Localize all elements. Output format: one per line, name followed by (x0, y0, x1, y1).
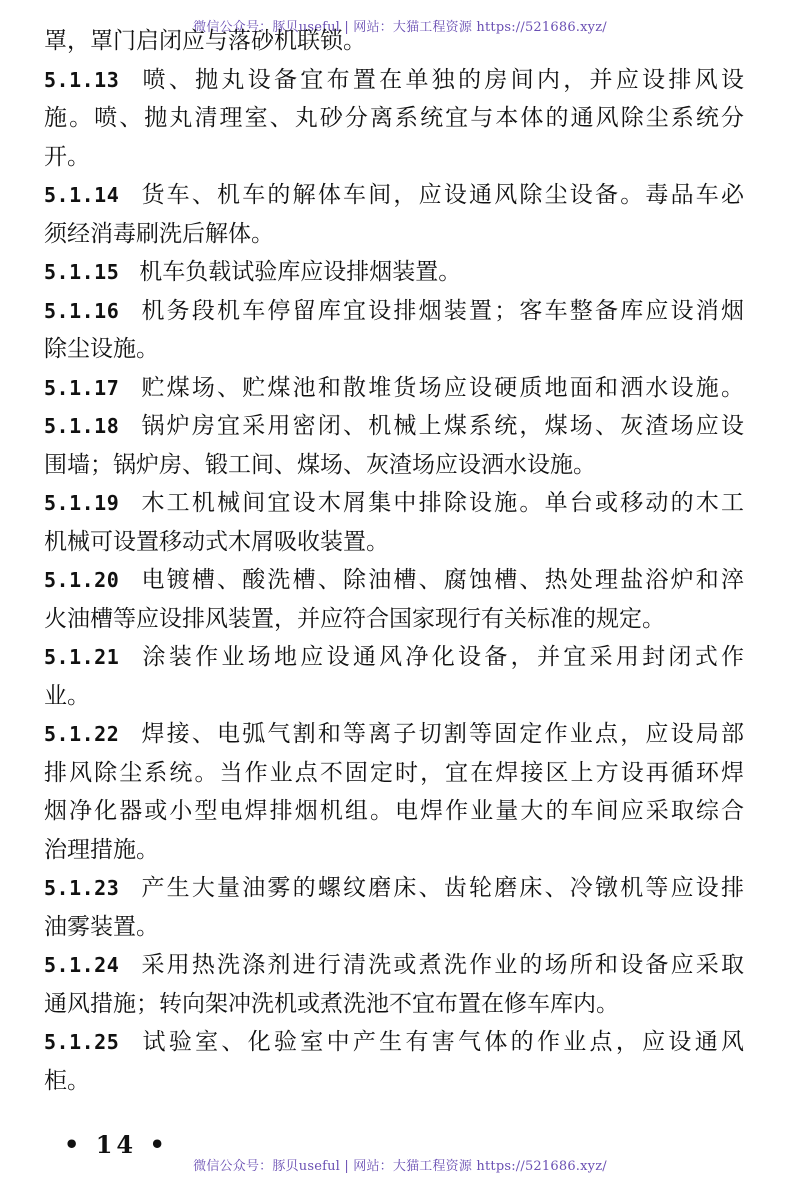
text-line (44, 215, 744, 254)
clause-text: 电镀槽、酸洗槽、除油槽、腐蚀槽、热处理盐浴炉和淬 (139, 567, 744, 593)
text-line (44, 253, 744, 292)
clause-number: 5.1.24 (44, 953, 120, 977)
clause-number: 5.1.19 (44, 491, 120, 515)
clause-number: 5.1.25 (44, 1030, 120, 1054)
clause-number: 5.1.17 (44, 375, 120, 400)
clause-text: 柜。 (44, 1067, 90, 1094)
watermark-top: 微信公众号：豚贝useful | 网站：大猫工程资源 https://521686.xyz/ (193, 20, 607, 35)
text-line (44, 138, 744, 177)
clause-text: 须经消毒刷洗后解体。 (44, 220, 274, 247)
text-line (44, 1062, 744, 1101)
clause-text: 采用热洗涤剂进行清洗或煮洗作业的场所和设备应采取 (139, 952, 744, 978)
clause-number: 5.1.15 (44, 260, 120, 284)
clause-text: 火油槽等应设排风装置，并应符合国家现行有关标准的规定。 (44, 605, 665, 632)
clause-text: 油雾装置。 (44, 913, 159, 940)
text-line (44, 407, 744, 446)
text-line (44, 638, 744, 677)
clause-text: 罩，罩门启闭应与落砂机联锁。 (44, 28, 366, 54)
clause-number: 5.1.18 (44, 414, 120, 438)
text-line (44, 330, 744, 369)
clause-text: 木工机械间宜设木屑集中排除设施。单台或移动的木工 (139, 490, 744, 516)
clause-text: 试验室、化验室中产生有害气体的作业点，应设通风 (139, 1029, 744, 1055)
clause-text: 烟净化器或小型电焊排烟机组。电焊作业量大的车间应采取综合 (44, 798, 744, 824)
text-line (44, 484, 744, 523)
clause-text: 机务段机车停留库宜设排烟装置；客车整备库应设消烟 (139, 297, 744, 324)
text-line (44, 600, 744, 639)
text-line (44, 754, 744, 793)
clause-text: 机械可设置移动式木屑吸收装置。 (44, 528, 389, 555)
text-line (44, 908, 744, 947)
page-number: • 14 • (64, 1130, 169, 1159)
clause-text: 机车负载试验库应设排烟装置。 (139, 259, 462, 285)
document-body (44, 22, 744, 1100)
clause-text: 贮煤场、贮煤池和散堆货场应设硬质地面和洒水设施。 (139, 374, 744, 401)
text-line (44, 99, 744, 138)
text-line (44, 1023, 744, 1062)
text-line (44, 677, 744, 716)
text-line (44, 22, 744, 61)
text-line (44, 176, 744, 215)
text-line (44, 715, 744, 754)
clause-number: 5.1.23 (44, 876, 120, 900)
clause-text: 业。 (44, 682, 90, 709)
clause-number: 5.1.14 (44, 183, 120, 207)
clause-text: 通风措施；转向架冲洗机或煮洗池不宜布置在修车库内。 (44, 990, 619, 1017)
clause-text: 排风除尘系统。当作业点不固定时，宜在焊接区上方设再循环焊 (44, 759, 744, 786)
clause-text: 喷、抛丸设备宜布置在单独的房间内，并应设排风设 (139, 66, 744, 93)
watermark-bottom: 微信公众号：豚贝useful | 网站：大猫工程资源 https://521686.xyz/ (193, 1159, 607, 1174)
text-line (44, 523, 744, 562)
clause-text: 治理措施。 (44, 836, 159, 863)
clause-number: 5.1.21 (44, 645, 120, 669)
clause-number: 5.1.16 (44, 298, 120, 323)
clause-text: 涂装作业场地应设通风净化设备，并宜采用封闭式作 (139, 644, 744, 670)
text-line (44, 985, 744, 1024)
clause-text: 焊接、电弧气割和等离子切割等固定作业点，应设局部 (139, 721, 744, 747)
text-line (44, 61, 744, 100)
text-line (44, 369, 744, 408)
clause-text: 开。 (44, 143, 90, 170)
text-line (44, 561, 744, 600)
clause-text: 产生大量油雾的螺纹磨床、齿轮磨床、冷镦机等应设排 (139, 875, 744, 901)
clause-text: 围墙；锅炉房、锻工间、煤场、灰渣场应设洒水设施。 (44, 451, 596, 478)
text-line (44, 792, 744, 831)
clause-number: 5.1.20 (44, 568, 120, 592)
clause-text: 除尘设施。 (44, 336, 159, 362)
clause-number: 5.1.13 (44, 67, 120, 92)
text-line (44, 869, 744, 908)
text-line (44, 831, 744, 870)
clause-text: 锅炉房宜采用密闭、机械上煤系统，煤场、灰渣场应设 (139, 413, 744, 439)
text-line (44, 446, 744, 485)
clause-text: 施。喷、抛丸清理室、丸砂分离系统宜与本体的通风除尘系统分 (44, 105, 744, 131)
text-line (44, 946, 744, 985)
clause-number: 5.1.22 (44, 722, 120, 746)
text-line (44, 292, 744, 331)
clause-text: 货车、机车的解体车间，应设通风除尘设备。毒品车必 (139, 182, 744, 208)
